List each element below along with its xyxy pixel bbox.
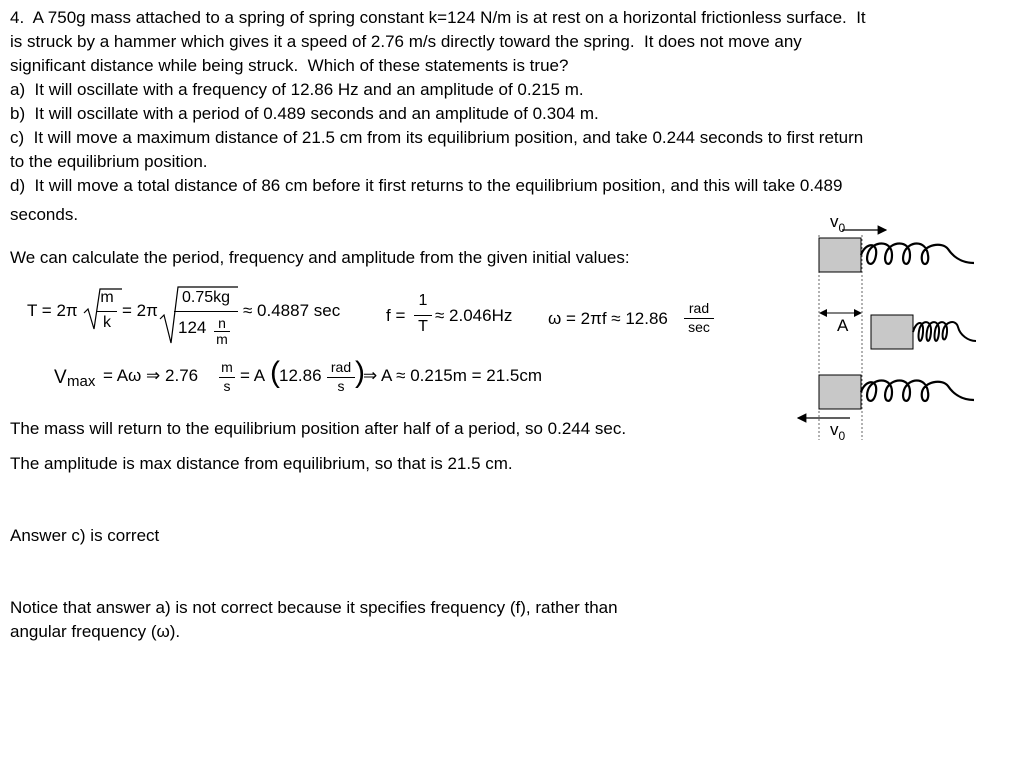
- answer-text: Answer c) is correct: [10, 526, 160, 545]
- question-line-2: is struck by a hammer which gives it a speed of 2.76 m/s directly toward the spring. It does not move any: [10, 32, 802, 51]
- spring-bottom: [861, 381, 974, 402]
- mass-block-bottom: [819, 375, 861, 409]
- frequency-denominator: T: [418, 318, 428, 335]
- mass-block-top: [819, 238, 861, 272]
- sqrt2-unit-numerator: n: [218, 315, 226, 331]
- sqrt2-unit-denominator: m: [216, 331, 228, 347]
- option-d-line-1: d) It will move a total distance of 86 cm before it first returns to the equilibrium position, and this will take 0.489: [10, 176, 843, 195]
- sqrt2-denominator-value: 124: [178, 318, 207, 337]
- vmax-paren-close: ): [355, 356, 365, 389]
- period-lhs: T = 2π: [27, 301, 78, 320]
- sqrt1-denominator: k: [103, 314, 111, 331]
- vmax-part3: ⇒ A ≈ 0.215m = 21.5cm: [363, 366, 543, 385]
- solution-intro: We can calculate the period, frequency and amplitude from the given initial values:: [10, 248, 630, 267]
- frequency-fraction-bar: [414, 315, 432, 316]
- sqrt1-fraction-bar: [97, 311, 117, 312]
- omega-unit-denominator: sec: [688, 319, 710, 335]
- amplitude-label: A: [837, 316, 849, 335]
- v0-bottom-label: $v_0$: [830, 420, 846, 443]
- vmax-unit2-denominator: s: [337, 378, 345, 394]
- amplitude-text: The amplitude is max distance from equilibrium, so that is 21.5 cm.: [10, 454, 513, 473]
- notice-line-2: angular frequency (ω).: [10, 622, 181, 641]
- vmax-unit2-numerator: rad: [330, 359, 352, 375]
- frequency-numerator: 1: [418, 292, 428, 309]
- vmax-part1: = Aω ⇒ 2.76: [103, 366, 199, 385]
- sqrt2-numerator: 0.75kg: [181, 289, 231, 306]
- period-eq2: = 2π: [122, 301, 158, 320]
- vmax-subscript: max: [67, 373, 96, 390]
- frequency-lhs: f =: [386, 306, 406, 325]
- option-d-line-2: seconds.: [10, 205, 79, 224]
- sqrt1-numerator: m: [100, 289, 114, 306]
- vmax-unit1-denominator: s: [223, 378, 231, 394]
- option-c-line-1: c) It will move a maximum distance of 21.5 cm from its equilibrium position, and take 0.244 seconds to first return: [10, 128, 864, 147]
- period-result: ≈ 0.4887 sec: [243, 301, 341, 320]
- omega-unit-numerator: rad: [688, 300, 710, 316]
- vmax-unit1-numerator: m: [221, 359, 233, 375]
- vmax-paren-open: (: [270, 356, 280, 389]
- half-period-text: The mass will return to the equilibrium position after half of a period, so 0.244 sec.: [10, 419, 627, 438]
- option-a: a) It will oscillate with a frequency of 12.86 Hz and an amplitude of 0.215 m.: [10, 80, 584, 99]
- v0-top-label: $v_0$: [830, 212, 846, 235]
- notice-line-1: Notice that answer a) is not correct because it specifies frequency (f), rather than: [10, 598, 618, 617]
- spring-top: [861, 244, 974, 265]
- vmax-part2: = A: [240, 366, 266, 385]
- question-line-3: significant distance while being struck. Which of these statements is true?: [10, 56, 569, 75]
- mass-block-middle: [871, 315, 913, 349]
- spring-middle: [913, 322, 976, 341]
- sqrt2-fraction-bar: [174, 311, 238, 312]
- vmax-inner: 12.86: [279, 366, 322, 385]
- omega-expression: ω = 2πf ≈ 12.86: [548, 309, 668, 328]
- question-line-1: 4. A 750g mass attached to a spring of spring constant k=124 N/m is at rest on a horizontal frictionless surface. It: [10, 8, 866, 27]
- vmax-v: V: [54, 367, 67, 388]
- option-b: b) It will oscillate with a period of 0.489 seconds and an amplitude of 0.304 m.: [10, 104, 599, 123]
- frequency-result: ≈ 2.046Hz: [435, 306, 513, 325]
- option-c-line-2: to the equilibrium position.: [10, 152, 208, 171]
